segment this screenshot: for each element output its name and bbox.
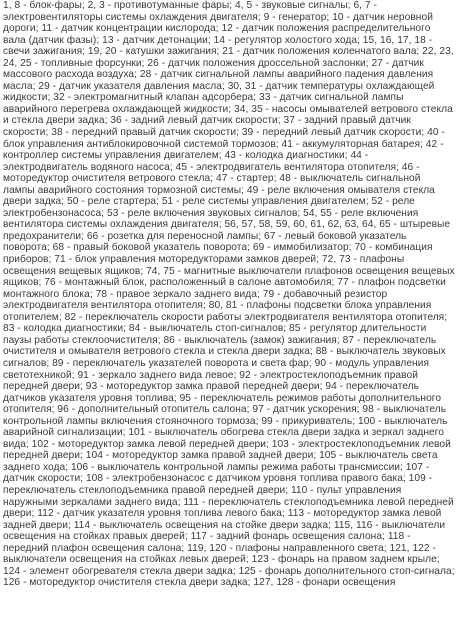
document-page	[3, 0, 455, 640]
wiring-legend-paragraph: 1, 8 - блок-фары; 2, 3 - противотуманные фары; 4, 5 - звуковые сигналы; 6, 7 - электровентиляторы системы охлаждения двигателя; 9 - генератор; 10 - датчик неровной дороги; 11 - датчик концентрации кислорода; 12 - датчик положения распределительного вала (датчик фазы); 13 - датчик детонации; 14 - регулятор холостого хода; 15, 16, 17, 18 - свечи зажигания; 19, 20 - катушки зажигания; 21 - датчик положения коленчатого вала; 22, 23, 24, 25 - топливные форсунки; 26 - датчик положения дроссельной заслонки; 27 - датчик массового расхода воздуха; 28 - датчик сигнальной лампы аварийного падения давления масла; 29 - датчик указателя давления масла; 30, 31 - датчик температуры охлаждающей жидкости; 32 - электромагнитный клапан адсорбера; 33 - датчик сигнальной лампы аварийного перегрева охлаждающей жидкости; 34, 35 - насосы омывателей ветрового стекла и стекла двери задка; 36 - задний левый датчик скорости; 37 - задний правый датчик скорости; 38 - передний правый датчик скорости; 39 - передний левый датчик скорости; 40 - блок управления антиблокировочной системой тормозов; 41 - аккумуляторная батарея; 42 - контроллер системы управления двигателем; 43 - колодка диагностики; 44 - электродвигатель водяного насоса; 45 - электродвигатель вентилятора отопителя; 46 - моторедуктор очистителя ветрового стекла; 47 - стартер; 48 - выключатель сигнальной лампы аварийного состояния тормозной системы; 49 - реле включения омывателя стекла двери задка; 50 - реле стартера; 51 - реле системы управления двигателем; 52 - реле электробензонасоса; 53 - реле включения звуковых сигналов; 54, 55 - реле включения вентилятора системы охлаждения двигателя; 56, 57, 58, 59, 60, 61, 62, 63, 64, 65 - штыревые предохранители; 66 - розетка для переносной лампы; 67 - левый боковой указатель поворота; 68 - правый боковой указатель поворота; 69 - иммобилизатор; 70 - комбинация приборов; 71 - блок управления моторедукторами замков дверей; 72, 73 - плафоны освещения вещевых ящиков; 74, 75 - магнитные выключатели плафонов освещения вещевых ящиков; 76 - монтажный блок, расположенный в салоне автомобиля; 77 - плафон подсветки монтажного блока; 78 - правое зеркало заднего вида; 79 - добавочный резистор электродвигателя вентилятора отопителя; 80, 81 - плафоны подсветки блока управления отопителем; 82 - переключатель скорости работы электродвигателя вентилятора отопителя; 83 - колодка диагностики; 84 - выключатель стоп-сигналов; 85 - регулятор длительности паузы работы стеклоочистителя; 86 - выключатель (замок) зажигания; 87 - переключатель очистителя и омывателя ветрового стекла и стекла двери задка; 88 - выключатель звуковых сигналов; 89 - переключатель указателей поворота и света фар; 90 - модуль управления светотехникой; 91 - зеркало заднего вида левое; 92 - электростеклоподъемник правой передней двери; 93 - моторедуктор замка правой передней двери; 94 - переключатель датчиков указателя уровня топлива; 95 - переключатель режимов работы дополнительного отопителя; 96 - дополнительный отопитель салона; 97 - датчик ускорения; 98 - выключатель контрольной лампы включения стояночного тормоза; 99 - прикуриватель; 100 - выключатель аварийной сигнализации; 101 - выключатель обогрева стекла двери задка и зеркал заднего вида; 102 - моторедуктор замка левой передней двери; 103 - электростеклоподъемник левой передней двери; 104 - моторедуктор замка правой задней двери; 105 - выключатель света заднего хода; 106 - выключатель контрольной лампы режима работы трансмиссии; 107 - датчик скорости; 108 - электробензонасос с датчиком уровня топлива правого бака; 109 - переключатель стеклоподъемника правой передней двери; 110 - пульт управления наружными зеркалами заднего вида; 111 - переключатель стеклоподъемника левой передней двери; 112 - датчик указателя уровня топлива левого бака; 113 - моторедуктор замка левой задней двери; 114 - выключатель освещения на стойке двери задка; 115, 116 - выключатели освещения на стойках правых дверей; 117 - задний фонарь освещения салона; 118 - передний плафон освещения салона; 119, 120 - плафоны направленного света; 121, 122 - выключатели освещения на стойках левых дверей; 123 - фонарь на правом заднем крыле; 124 - элемент обогревателя стекла двери задка; 125 - фонарь дополнительного стоп-сигнала; 126 - моторедуктор очистителя стекла двери задка; 127, 128 - фонари освещения	[3, 0, 455, 589]
